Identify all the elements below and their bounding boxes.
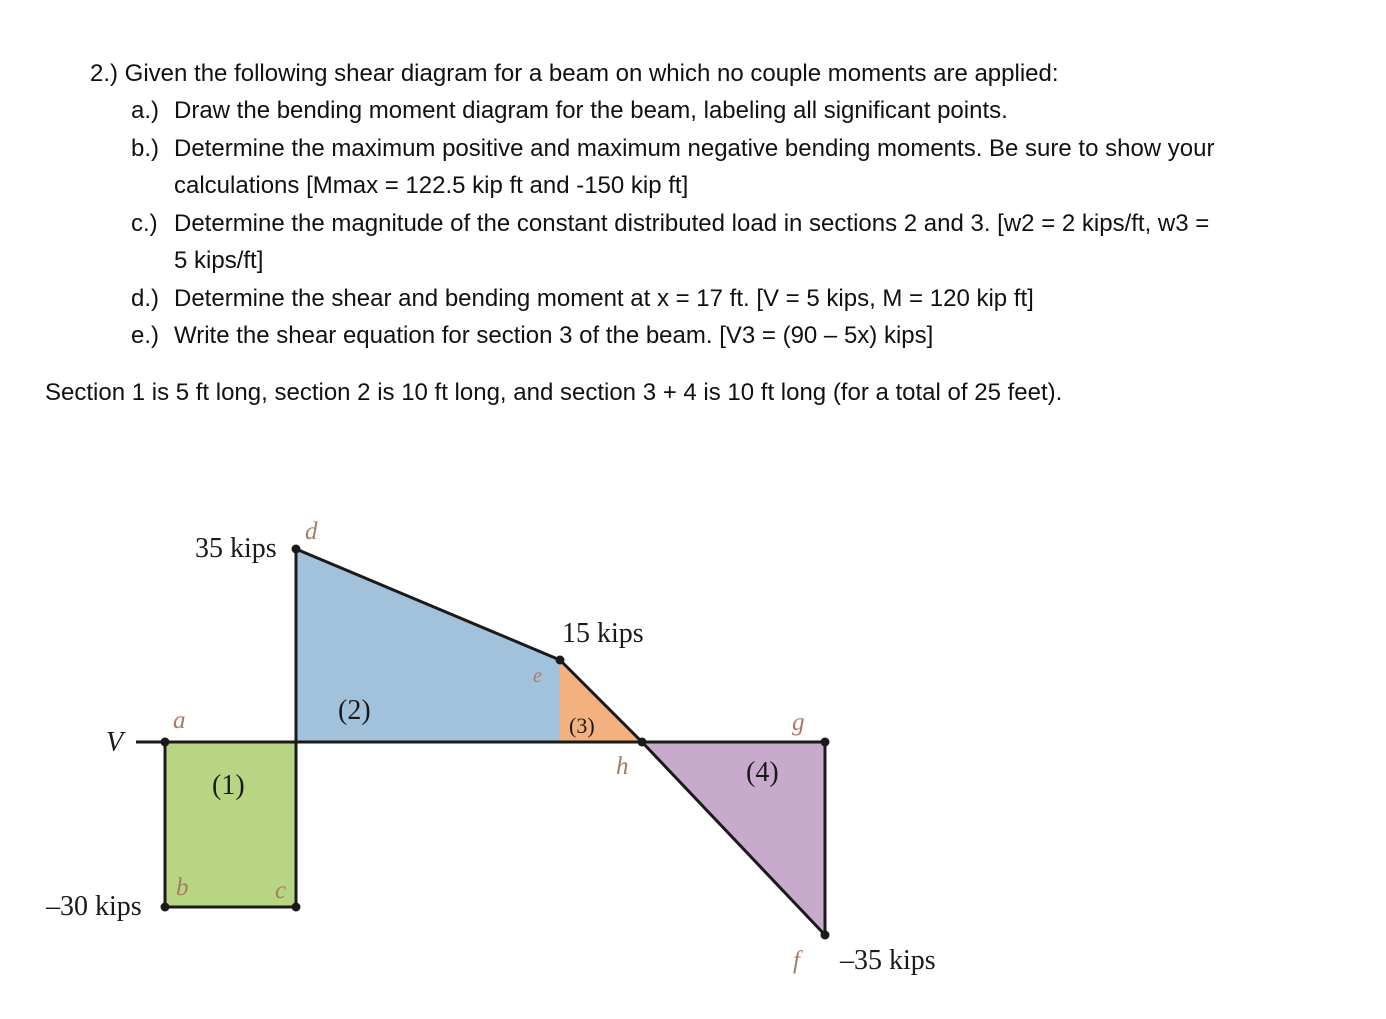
point-c-dot: [292, 903, 301, 912]
point-b-dot: [161, 903, 170, 912]
part-e-letter: e.): [131, 322, 160, 349]
letter-h: h: [616, 753, 629, 780]
letter-f: f: [793, 947, 800, 974]
letter-b: b: [176, 874, 189, 901]
part-b-continuation: calculations [Mmax = 122.5 kip ft and -150 kip ft]: [174, 172, 689, 199]
point-f-dot: [821, 931, 830, 940]
letter-g: g: [792, 709, 805, 736]
section-note: Section 1 is 5 ft long, section 2 is 10 ft long, and section 3 + 4 is 10 ft long (for a total of 25 feet).: [45, 379, 1063, 406]
label-neg-30-kips: –30 kips: [46, 891, 142, 922]
section-label-4: (4): [746, 757, 779, 788]
point-a-dot: [161, 738, 170, 747]
letter-a: a: [173, 707, 186, 734]
part-c-letter: c.): [131, 210, 158, 237]
section-label-1: (1): [212, 770, 245, 801]
section-label-2: (2): [338, 695, 371, 726]
part-a-text: Draw the bending moment diagram for the beam, labeling all significant points.: [174, 97, 1008, 124]
part-b-text: Determine the maximum positive and maximum negative bending moments. Be sure to show your: [174, 135, 1215, 162]
point-g-dot: [821, 738, 830, 747]
part-c-text: Determine the magnitude of the constant distributed load in sections 2 and 3. [w2 = 2 kips/ft, w3 =: [174, 210, 1210, 237]
point-h-dot: [638, 738, 647, 747]
part-b-letter: b.): [131, 135, 160, 162]
part-c-continuation: 5 kips/ft]: [174, 247, 264, 274]
section-2-region: [296, 549, 560, 742]
problem-heading: 2.) Given the following shear diagram for a beam on which no couple moments are applied:: [90, 60, 1059, 87]
label-35-kips: 35 kips: [195, 533, 277, 564]
point-d-dot: [292, 545, 301, 554]
label-15-kips: 15 kips: [562, 618, 644, 649]
part-d-letter: d.): [131, 285, 160, 312]
part-e-text: Write the shear equation for section 3 of the beam. [V3 = (90 – 5x) kips]: [174, 322, 934, 349]
letter-d: d: [305, 518, 318, 545]
section-label-3: (3): [569, 713, 595, 738]
letter-c: c: [275, 877, 287, 904]
part-a-letter: a.): [131, 97, 160, 124]
part-d-text: Determine the shear and bending moment at x = 17 ft. [V = 5 kips, M = 120 kip ft]: [174, 285, 1034, 312]
letter-e: e: [533, 665, 542, 687]
point-e-dot: [556, 656, 565, 665]
axis-label-v: V: [106, 727, 124, 758]
label-neg-35-kips: –35 kips: [840, 945, 936, 976]
